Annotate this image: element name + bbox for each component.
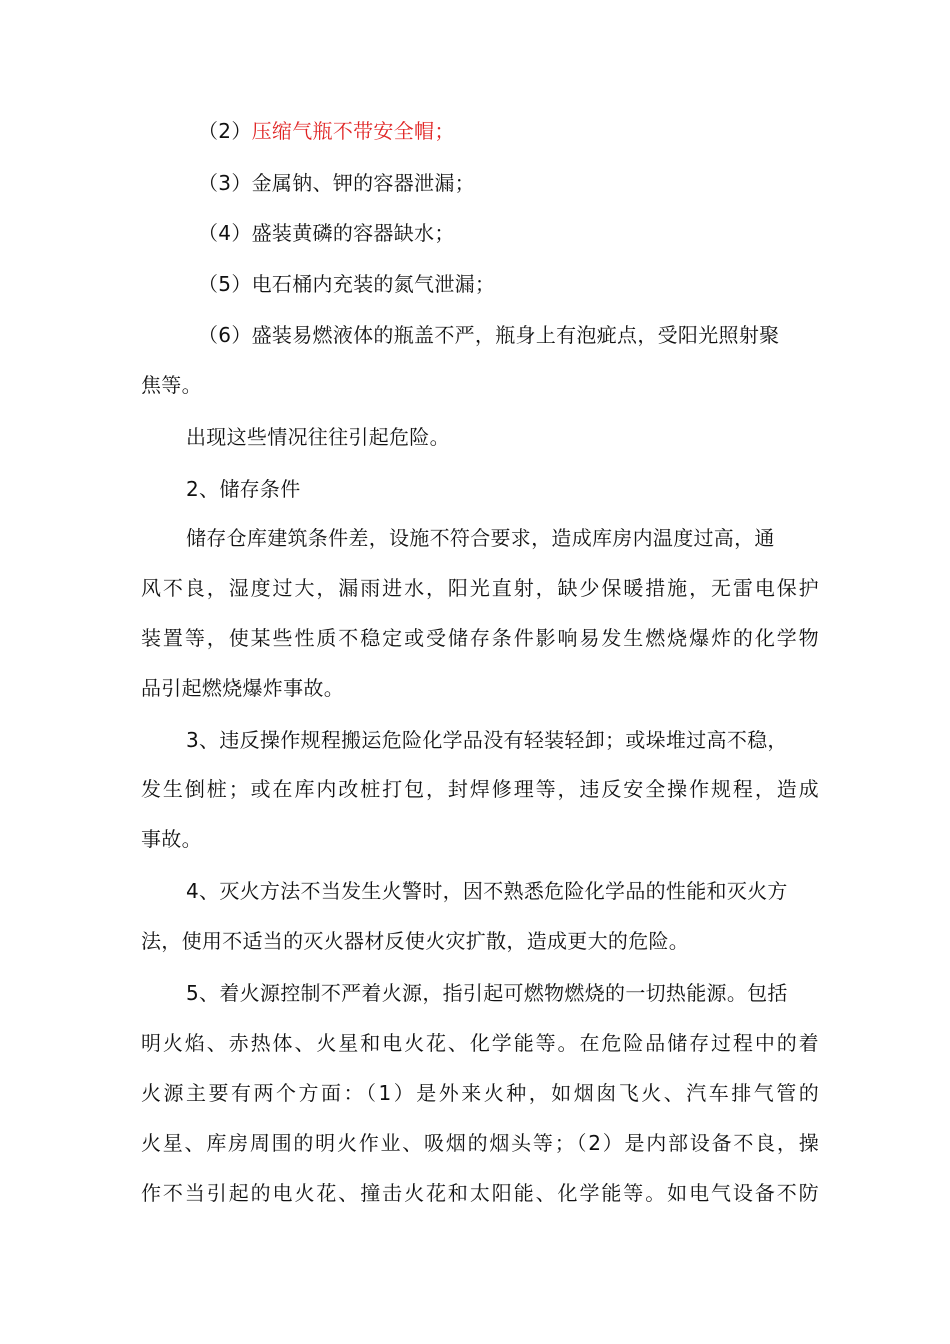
section-5-line-2: 明火焰、赤热体、火星和电火花、化学能等。在危险品储存过程中的着 xyxy=(141,1031,819,1055)
section-3-line-3: 事故。 xyxy=(141,827,202,851)
section-5-line-4: 火星、库房周围的明火作业、吸烟的烟头等；（2）是内部设备不良，操 xyxy=(141,1131,819,1155)
section-2-line-4: 品引起燃烧爆炸事故。 xyxy=(141,676,344,700)
list-item-2-number: （2） xyxy=(198,119,252,143)
section-5-line-3: 火源主要有两个方面：（1）是外来火种，如烟囱飞火、汽车排气管的 xyxy=(141,1081,819,1105)
list-item-5: （5）电石桶内充装的氮气泄漏； xyxy=(198,272,496,296)
section-5-line-1: 5、着火源控制不严着火源，指引起可燃物燃烧的一切热能源。包括 xyxy=(186,981,788,1005)
list-item-4: （4）盛装黄磷的容器缺水； xyxy=(198,221,455,245)
list-item-3: （3）金属钠、钾的容器泄漏； xyxy=(198,171,475,195)
section-5-line-5: 作不当引起的电火花、撞击火花和太阳能、化学能等。如电气设备不防 xyxy=(141,1181,819,1205)
list-item-2 xyxy=(198,117,455,145)
section-2-line-2: 风不良，湿度过大，漏雨进水，阳光直射，缺少保暖措施，无雷电保护 xyxy=(141,576,819,600)
section-2-heading: 2、储存条件 xyxy=(186,477,301,501)
section-2-line-3: 装置等，使某些性质不稳定或受储存条件影响易发生燃烧爆炸的化学物 xyxy=(141,626,819,650)
section-3-line-1: 3、违反操作规程搬运危险化学品没有轻装轻卸；或垛堆过高不稳， xyxy=(186,728,788,752)
section-3-line-2: 发生倒桩；或在库内改桩打包，封焊修理等，违反安全操作规程，造成 xyxy=(141,777,819,801)
list-item-2-highlighted-text: 压缩气瓶不带安全帽； xyxy=(251,119,455,143)
section-4-line-1: 4、灭火方法不当发生火警时，因不熟悉危险化学品的性能和灭火方 xyxy=(186,879,788,903)
section-2-line-1: 储存仓库建筑条件差，设施不符合要求，造成库房内温度过高，通 xyxy=(186,526,775,550)
summary-paragraph: 出现这些情况往往引起危险。 xyxy=(186,425,450,449)
section-4-line-2: 法，使用不适当的灭火器材反使火灾扩散，造成更大的危险。 xyxy=(141,929,690,953)
list-item-6-line-1: （6）盛装易燃液体的瓶盖不严，瓶身上有泡疵点，受阳光照射聚 xyxy=(198,323,780,347)
list-item-6-line-2: 焦等。 xyxy=(141,373,202,397)
